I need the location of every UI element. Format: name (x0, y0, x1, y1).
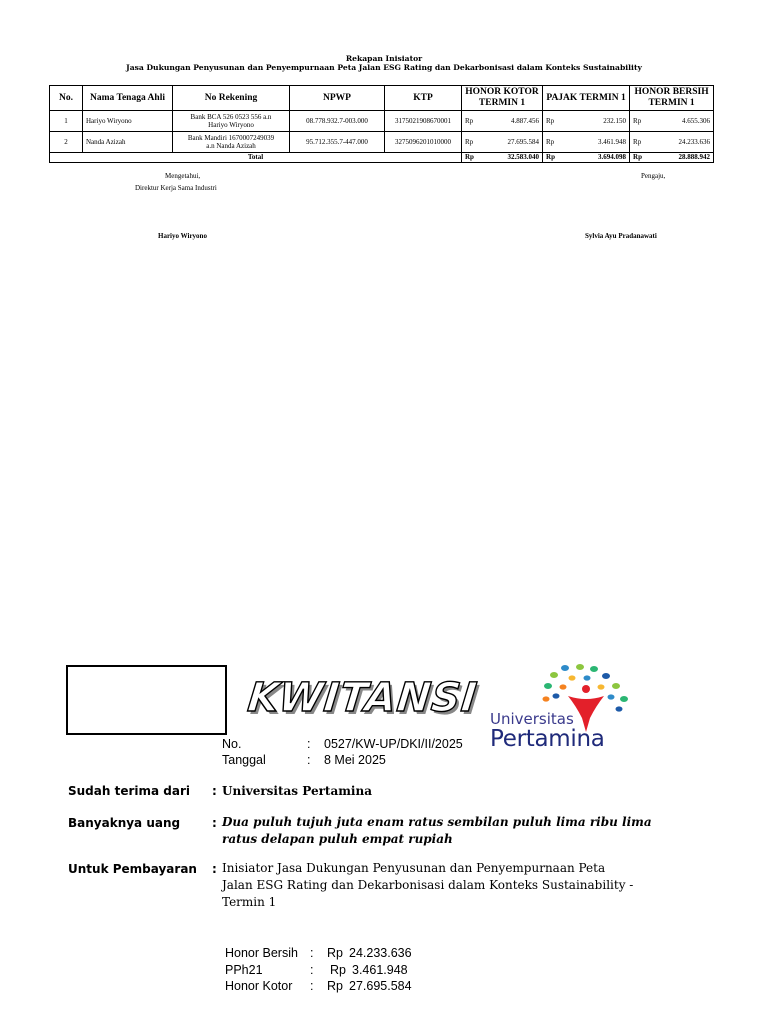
signature-right-name: Sylvia Ayu Pradanawati (585, 232, 657, 240)
amount-value-honor-kotor: 27.695.584 (349, 979, 412, 993)
col-header-pajak: PAJAK TERMIN 1 (543, 86, 630, 111)
receipt-no-label: No. (222, 737, 242, 751)
col-header-honor-kotor: HONOR KOTOR TERMIN 1 (462, 86, 543, 111)
amount-currency: Rp (330, 963, 346, 977)
kwitansi-title: KWITANSI (245, 675, 480, 721)
currency-label: Rp (543, 111, 557, 132)
col-header-rekening: No Rekening (173, 86, 290, 111)
currency-label: Rp (543, 153, 557, 163)
separator: : (310, 946, 314, 960)
col-header-no: No. (50, 86, 83, 111)
currency-label: Rp (462, 132, 474, 153)
row-pajak: 3.461.948 (557, 132, 630, 153)
purpose-line: Jalan ESG Rating dan Dekarbonisasi dalam Konteks Sustainability - (222, 878, 634, 892)
blank-box (66, 665, 227, 735)
amount-currency: Rp (327, 979, 343, 993)
signature-left-role: Direktur Kerja Sama Industri (135, 184, 217, 192)
purpose-line: Termin 1 (222, 895, 277, 909)
total-honor-kotor: 32.583.040 (474, 153, 543, 163)
rekening-line: Bank BCA 526 0523 556 a.n (190, 112, 272, 121)
row-pajak: 232.150 (557, 111, 630, 132)
total-honor-bersih: 28.888.942 (644, 153, 714, 163)
signature-left-name: Hariyo Wiryono (158, 232, 207, 240)
signature-right-label: Pengaju, (641, 172, 666, 180)
separator: : (310, 979, 314, 993)
recap-title: Rekapan Inisiator (345, 54, 423, 63)
amount-words-line: ratus delapan puluh empat rupiah (222, 832, 453, 846)
amount-label-pph21: PPh21 (225, 963, 263, 977)
row-npwp: 95.712.355.7-447.000 (290, 132, 385, 153)
currency-label: Rp (543, 132, 557, 153)
col-header-honor-bersih: HONOR BERSIH TERMIN 1 (630, 86, 714, 111)
received-from-value: Universitas Pertamina (222, 784, 372, 798)
row-npwp: 08.778.932.7-003.000 (290, 111, 385, 132)
separator: : (307, 737, 311, 751)
logo-text-universitas: Universitas (490, 710, 574, 728)
separator: : (212, 862, 217, 876)
currency-label: Rp (462, 111, 474, 132)
table-header-row (50, 86, 714, 111)
col-header-name: Nama Tenaga Ahli (83, 86, 173, 111)
rekening-line: Hariyo Wiryono (208, 121, 254, 129)
amount-currency: Rp (327, 946, 343, 960)
amount-value-pph21: 3.461.948 (352, 963, 408, 977)
rekening-line: a.n Nanda Azizah (206, 142, 256, 150)
amount-label-honor-bersih: Honor Bersih (225, 946, 298, 960)
amount-words-label: Banyaknya uang (68, 816, 181, 830)
receipt-date-label: Tanggal (222, 753, 266, 767)
rekening-line: Bank Mandiri 1670007249039 (187, 133, 275, 142)
receipt-no-value: 0527/KW-UP/DKI/II/2025 (324, 737, 463, 751)
row-honor-bersih: 24.233.636 (644, 132, 714, 153)
total-label: Total (50, 153, 462, 163)
separator: : (212, 784, 217, 798)
amount-words-line: Dua puluh tujuh juta enam ratus sembilan puluh lima ribu lima (222, 815, 652, 829)
row-no: 1 (50, 111, 83, 132)
recap-table (49, 85, 714, 163)
col-header-npwp: NPWP (290, 86, 385, 111)
separator: : (212, 816, 217, 830)
table-row (50, 111, 714, 132)
signature-left-label: Mengetahui, (165, 172, 201, 180)
purpose-line: Inisiator Jasa Dukungan Penyusunan dan Penyempurnaan Peta (222, 861, 606, 875)
receipt-date-value: 8 Mei 2025 (324, 753, 386, 767)
table-total-row (50, 153, 714, 163)
separator: : (307, 753, 311, 767)
separator: : (310, 963, 314, 977)
logo-text-pertamina: Pertamina (490, 726, 605, 752)
row-rekening (173, 132, 290, 153)
currency-label: Rp (462, 153, 474, 163)
received-from-label: Sudah terima dari (68, 784, 190, 798)
col-header-ktp: KTP (385, 86, 462, 111)
row-name: Nanda Azizah (83, 132, 173, 153)
row-honor-kotor: 4.887.456 (474, 111, 543, 132)
purpose-label: Untuk Pembayaran (68, 862, 197, 876)
row-rekening (173, 111, 290, 132)
row-no: 2 (50, 132, 83, 153)
row-honor-kotor: 27.695.584 (474, 132, 543, 153)
table-row (50, 132, 714, 153)
currency-label: Rp (630, 132, 644, 153)
amount-label-honor-kotor: Honor Kotor (225, 979, 293, 993)
row-name: Hariyo Wiryono (83, 111, 173, 132)
row-ktp: 3175021908670001 (385, 111, 462, 132)
total-pajak: 3.694.098 (557, 153, 630, 163)
row-ktp: 3275096201010000 (385, 132, 462, 153)
currency-label: Rp (630, 153, 644, 163)
amount-value-honor-bersih: 24.233.636 (349, 946, 412, 960)
currency-label: Rp (630, 111, 644, 132)
recap-subtitle: Jasa Dukungan Penyusunan dan Penyempurnaan Peta Jalan ESG Rating dan Dekarbonisasi dalam Konteks Sustainability (126, 63, 642, 72)
row-honor-bersih: 4.655.306 (644, 111, 714, 132)
